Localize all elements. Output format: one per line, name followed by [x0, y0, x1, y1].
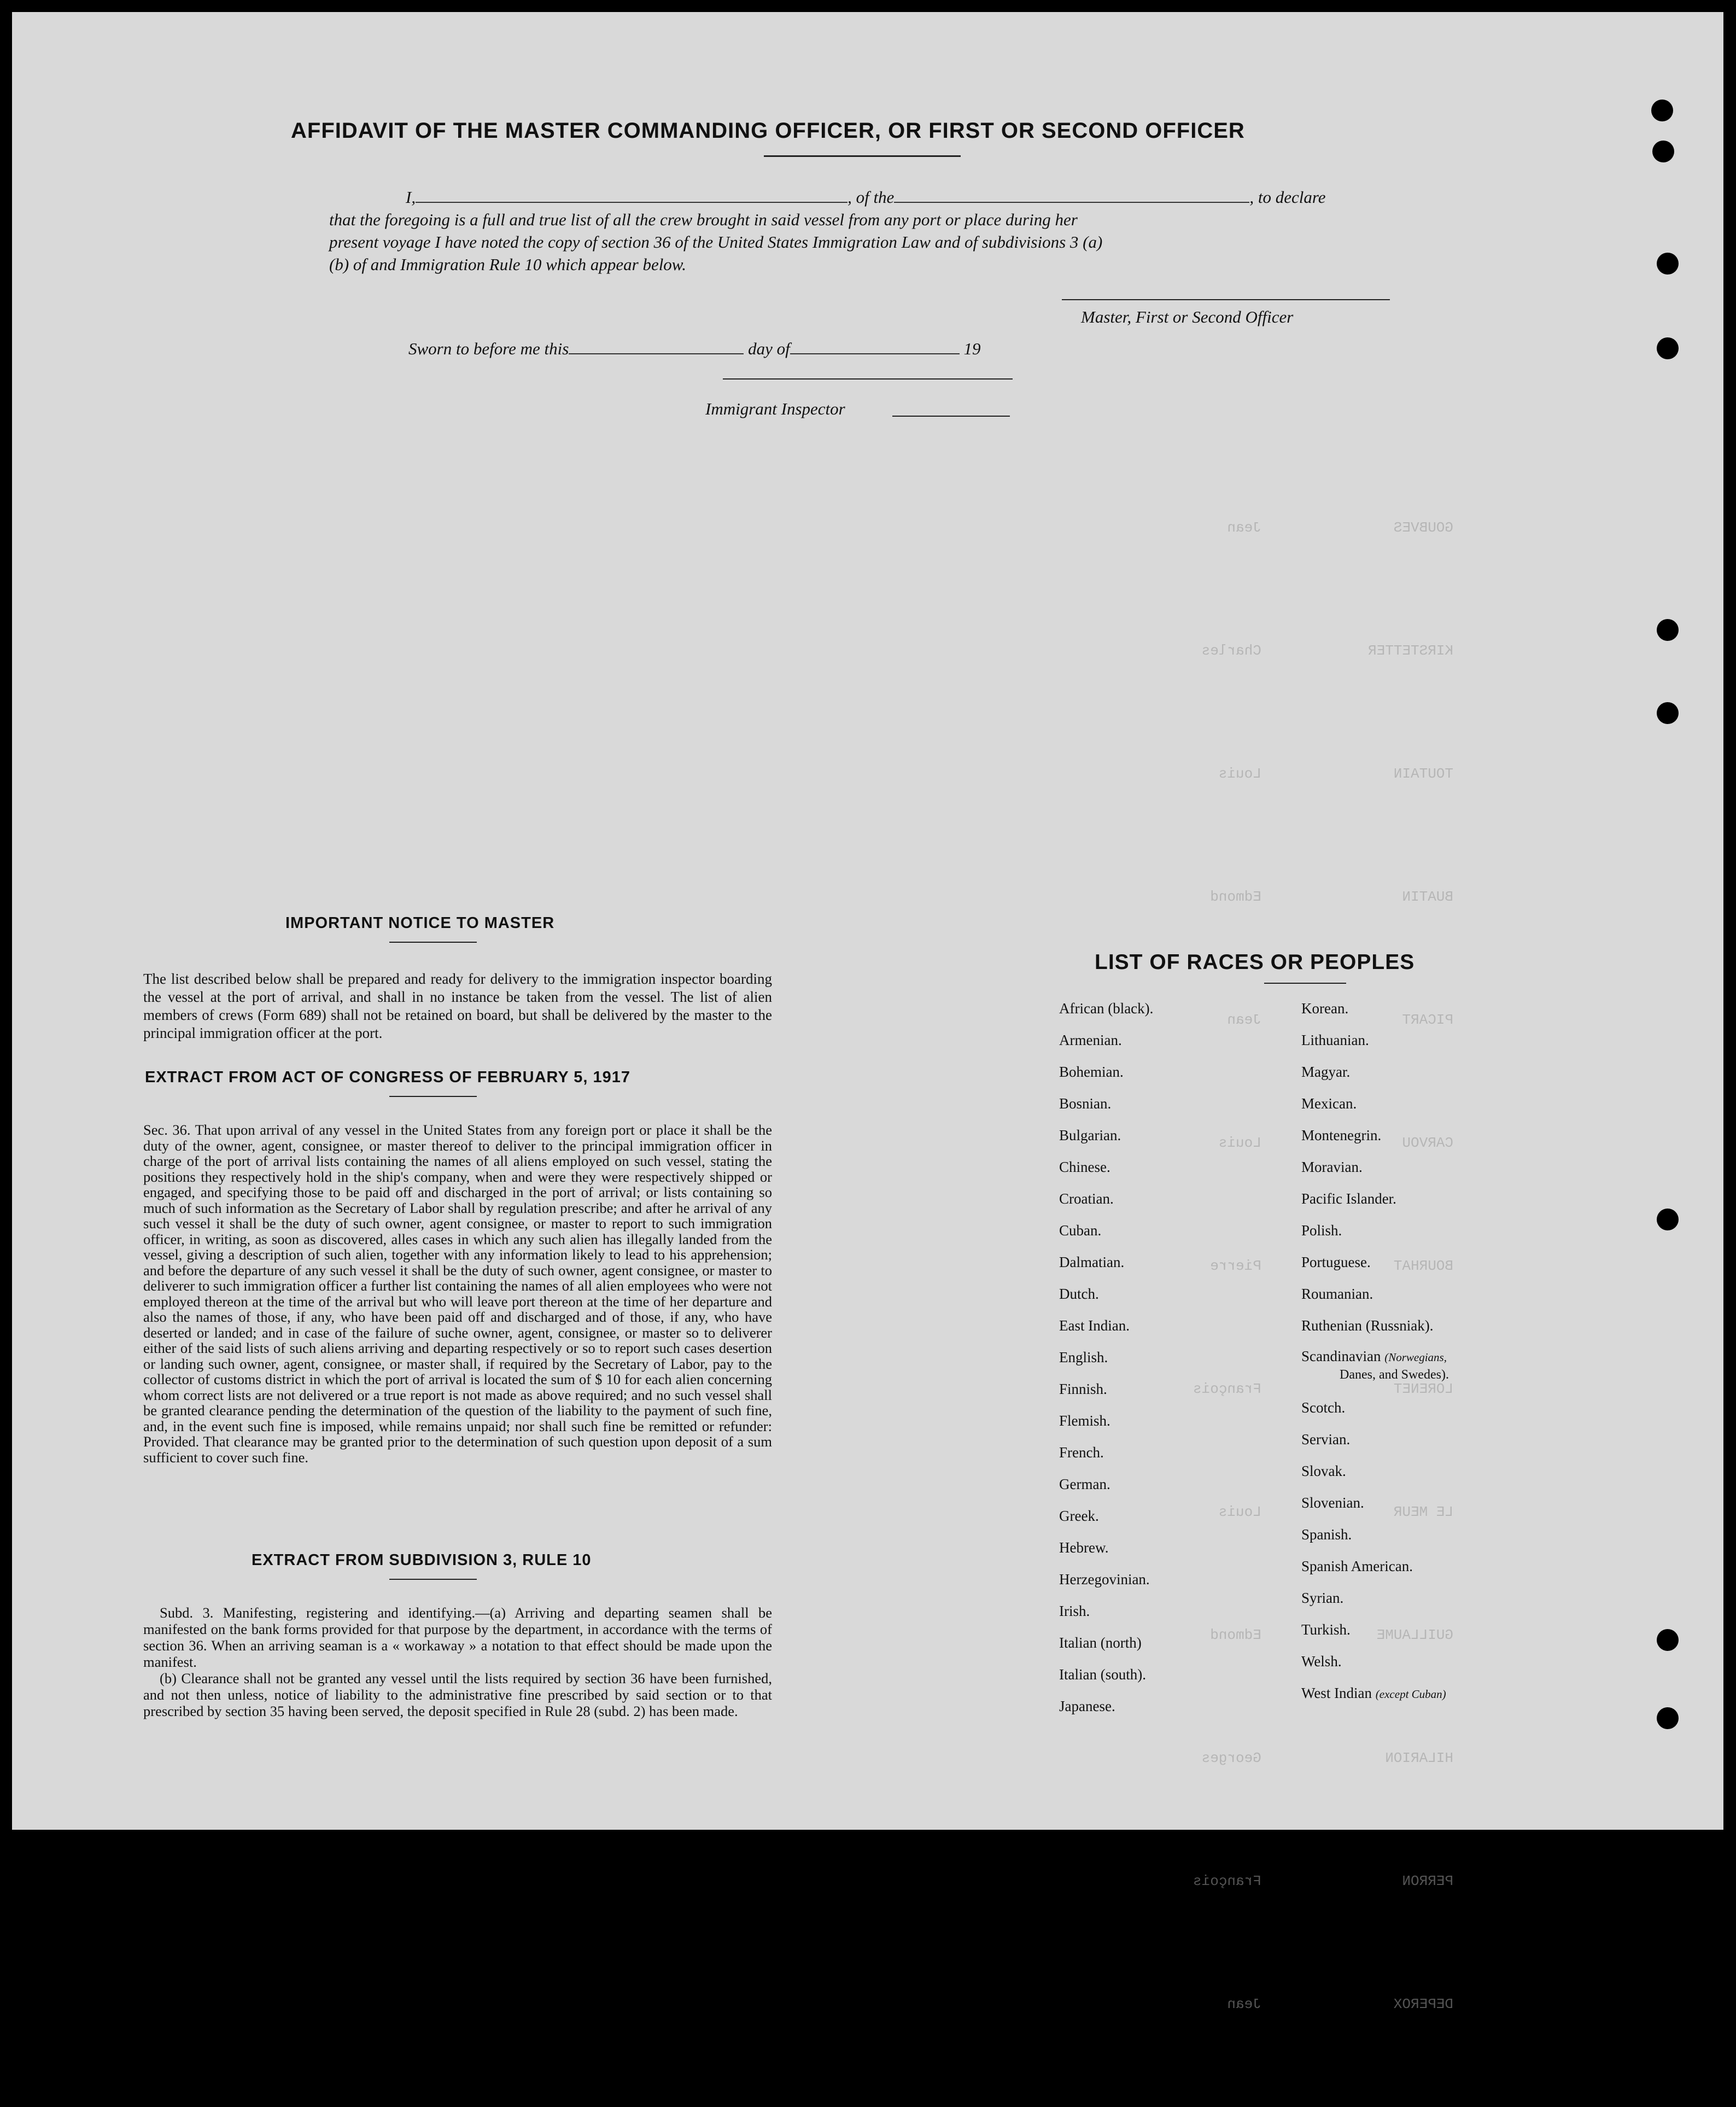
bleed-given: Louis: [1218, 1135, 1261, 1151]
notice-title: IMPORTANT NOTICE TO MASTER: [285, 914, 555, 932]
race-item: Greek.: [1059, 1508, 1099, 1524]
race-item: Servian.: [1301, 1431, 1351, 1448]
race-item: English.: [1059, 1349, 1108, 1365]
race-label: Scandinavian: [1301, 1348, 1381, 1364]
bleed-given: Pierre: [1210, 1258, 1261, 1274]
race-item: Spanish.: [1301, 1526, 1352, 1543]
bleed-surname: CARVOU: [1402, 1135, 1454, 1151]
divider: [389, 1096, 477, 1097]
document-page: [12, 12, 1723, 2012]
race-item: Dalmatian.: [1059, 1254, 1125, 1270]
divider: [1264, 983, 1346, 984]
race-item: African (black).: [1059, 1000, 1154, 1017]
race-item: Herzegovinian.: [1059, 1571, 1150, 1587]
race-item: Syrian.: [1301, 1590, 1344, 1606]
punch-hole: [1657, 337, 1679, 359]
bleed-surname: BUATIN: [1402, 889, 1454, 905]
rule-extract-title: EXTRACT FROM SUBDIVISION 3, RULE 10: [252, 1551, 592, 1569]
act-extract-text: Sec. 36. That upon arrival of any vessel in the United States from any foreign port or place it shall be the duty of the owner, agent, consignee, or master thereof to deliver to the principal immigration officer in charge of the port of arrival lists containing the names of all aliens employed on such vessel, stating the positions they respectively hold in the ship's company, when and were they were respectively shipped or engaged, and specifying those to be paid off and discharged in the port of arrival; or lists containing so much of such information as the Secretary of Labor shall by regulation prescribe; and after he arrival of any such vessel it shall be the duty of such owner, agent consignee, or master to report to such immigration officer, in writing, as soon as discovered, alles cases in which any such alien has illegally landed from the vessel, giving a description of such alien, together with any information likely to lead to his apprehension; and before the departure of any such vessel it shall be the duty of such owner, agent consignee, or master to deliverer to such immigration officer a further list containing the names of all alien employees who were not employed thereon at the time of the arrival but who will leave port thereon at the time of her departure and also the names of those, if any, who have been paid off and discharged and of those, if any, who have deserted or landed; and in case of the failure of suche owner, agent, consignee, or master so to deliverer either of the said lists of such aliens arriving and departing respectively or so to report such cases desertion or landing such owner, agent, consignee, or master shall, if required by the Secretary of Labor, pay to the collector of customs district in which the port of arrival is located the sum of $ 10 for each alien concerning whom correct lists are not delivered or a true report is not made as above required; and no such vessel shall be granted clearance pending the determination of the question of the liability to the payment of such fine, and, in the event such fine is imposed, while remains unpaid; nor shall such fine be remitted or refunder: Provided. That clearance may be granted prior to the determination of such question upon deposit of a sum sufficient to cover such fine.: [143, 1122, 772, 1466]
bleed-surname: HILARION: [1385, 1750, 1454, 1766]
bleed-given: Georges: [1201, 1750, 1261, 1766]
punch-hole: [1657, 619, 1679, 641]
punch-hole: [1657, 1707, 1679, 1729]
day-of-label: day of: [748, 339, 790, 358]
race-item: Roumanian.: [1301, 1286, 1373, 1302]
of-the-label: , of the: [847, 188, 895, 207]
divider: [764, 155, 961, 157]
divider: [389, 1579, 477, 1580]
punch-hole: [1657, 253, 1679, 275]
punch-hole: [1657, 1209, 1679, 1230]
inspector-label: Immigrant Inspector: [705, 399, 845, 418]
master-signature-label: Master, First or Second Officer: [1081, 307, 1294, 326]
races-title: LIST OF RACES OR PEOPLES: [1095, 950, 1415, 974]
bleed-surname: GOUBVES: [1393, 520, 1454, 536]
race-item: Armenian.: [1059, 1032, 1122, 1048]
bleed-given: Jean: [1227, 520, 1261, 536]
race-item: Moravian.: [1301, 1159, 1363, 1175]
race-item: Finnish.: [1059, 1381, 1107, 1397]
bleed-surname: GUILLAUME: [1376, 1627, 1454, 1643]
bleed-surname: BOURHAT: [1393, 1258, 1454, 1274]
bleed-given: Charles: [1201, 643, 1261, 659]
race-item: Italian (south).: [1059, 1666, 1146, 1683]
sworn-month-field[interactable]: [790, 353, 960, 354]
bleed-surname: KIRSTETTER: [1368, 643, 1454, 659]
bleed-through-text: [1368, 425, 1453, 2107]
race-item: Polish.: [1301, 1222, 1342, 1239]
race-item: Mexican.: [1301, 1095, 1357, 1112]
bleed-surname: TOUTAIN: [1393, 766, 1454, 782]
race-item-west-indian: [1301, 1685, 1446, 1702]
bleed-surname: PERRON: [1402, 1873, 1454, 1889]
race-item: Croatian.: [1059, 1190, 1114, 1207]
bleed-surname: LORENET: [1393, 1381, 1454, 1397]
bleed-surname: PICART: [1402, 1012, 1454, 1028]
race-item: Cuban.: [1059, 1222, 1102, 1239]
act-extract-title: EXTRACT FROM ACT OF CONGRESS OF FEBRUARY 5, 1917: [145, 1069, 631, 1086]
declarant-name-field[interactable]: [416, 202, 847, 203]
race-item: Pacific Islander.: [1301, 1190, 1396, 1207]
subdivision-b: (b) Clearance shall not be granted any vessel until the lists required by section 36 have been furnished, and not then unless, notice of liability to the administrative fine prescribed by said section or to that prescribed by section 35 having been served, the deposit specified in Rule 28 (subd. 2) has been made.: [143, 1670, 772, 1719]
notice-text: The list described below shall be prepared and ready for delivery to the immigration inspector boarding the vessel at the port of arrival, and shall in no instance be taken from the vessel. The list of alien members of crews (Form 689) shall not be retained on board, but shall be delivered by the master to the principal immigration officer at the port.: [143, 971, 772, 1041]
race-item: German.: [1059, 1476, 1110, 1492]
race-note: (except Cuban): [1375, 1688, 1446, 1701]
race-label: West Indian: [1301, 1685, 1372, 1701]
bleed-given: Louis: [1218, 766, 1261, 782]
race-item-scandinavian: [1301, 1348, 1449, 1383]
race-item: Irish.: [1059, 1603, 1090, 1619]
bleed-given: Louis: [1218, 1504, 1261, 1520]
race-item: Montenegrin.: [1301, 1127, 1382, 1143]
race-item: Welsh.: [1301, 1653, 1342, 1670]
race-item: Portuguese.: [1301, 1254, 1371, 1270]
race-item: Italian (north): [1059, 1635, 1142, 1651]
sworn-line: [408, 339, 980, 359]
inspector-signature-line[interactable]: [892, 416, 1010, 417]
bleed-given: Jean: [1227, 1012, 1261, 1028]
race-item: French.: [1059, 1444, 1104, 1461]
bleed-given: Jean: [1227, 1996, 1261, 2012]
race-item: Japanese.: [1059, 1698, 1115, 1714]
race-item: Dutch.: [1059, 1286, 1099, 1302]
divider: [389, 942, 477, 943]
race-note: (Norwegians,: [1384, 1351, 1447, 1364]
affidavit-body: [329, 186, 1406, 276]
race-item: Turkish.: [1301, 1621, 1351, 1638]
bleed-given: Edmond: [1210, 889, 1261, 905]
bleed-surname: DEPEROX: [1393, 1996, 1454, 2012]
punch-hole: [1657, 1629, 1679, 1651]
race-item: Slovak.: [1301, 1463, 1346, 1479]
declaration-line: [329, 186, 1406, 208]
race-item: Spanish American.: [1301, 1558, 1413, 1574]
declaration-text: that the foregoing is a full and true list of all the crew brought in said vessel from any port or place during her: [329, 210, 1078, 229]
bleed-given: Edmond: [1210, 1627, 1261, 1643]
race-item: Ruthenian (Russniak).: [1301, 1317, 1434, 1334]
signature-line[interactable]: [1062, 299, 1390, 300]
declaration-text: present voyage I have noted the copy of section 36 of the United States Immigration Law and of subdivisions 3 (a): [329, 232, 1103, 252]
race-item: Korean.: [1301, 1000, 1349, 1017]
sworn-label: Sworn to before me this: [408, 339, 569, 358]
sworn-date-field[interactable]: [569, 353, 744, 354]
punch-hole: [1652, 141, 1674, 162]
rule-extract-text: [143, 1604, 772, 1719]
punch-hole: [1657, 702, 1679, 724]
race-item: Magyar.: [1301, 1064, 1351, 1080]
race-item: Chinese.: [1059, 1159, 1110, 1175]
race-item: Lithuanian.: [1301, 1032, 1369, 1048]
bleed-given: François: [1193, 1873, 1261, 1889]
race-item: Bosnian.: [1059, 1095, 1112, 1112]
divider: [723, 378, 1013, 380]
subdivision-a: Subd. 3. Manifesting, registering and identifying.—(a) Arriving and departing seamen shall be manifested on the bank forms provided for that purpose by the department, in accordance with the terms of section 36. When an arriving seaman is a « workaway » a notation to that effect should be made upon the manifest.: [143, 1604, 772, 1670]
bleed-given: François: [1193, 1381, 1261, 1397]
declarant-prefix: I,: [406, 188, 416, 207]
race-item: Slovenian.: [1301, 1495, 1364, 1511]
race-item: Bohemian.: [1059, 1064, 1124, 1080]
race-item: Hebrew.: [1059, 1539, 1109, 1556]
race-note: Danes, and Swedes).: [1340, 1368, 1449, 1382]
bleed-surname: LE MEUR: [1393, 1504, 1454, 1520]
bleed-through-text: [1193, 425, 1261, 2107]
vessel-name-field[interactable]: [894, 202, 1249, 203]
declare-label: , to declare: [1249, 188, 1326, 207]
race-item: Bulgarian.: [1059, 1127, 1121, 1143]
punch-hole: [1651, 100, 1673, 121]
race-item: East Indian.: [1059, 1317, 1130, 1334]
race-item: Flemish.: [1059, 1413, 1110, 1429]
year-label: 19: [963, 339, 981, 358]
race-item: Scotch.: [1301, 1399, 1346, 1416]
affidavit-title: AFFIDAVIT OF THE MASTER COMMANDING OFFICER, OR FIRST OR SECOND OFFICER: [291, 119, 1245, 143]
declaration-text: (b) of and Immigration Rule 10 which appear below.: [329, 255, 686, 274]
